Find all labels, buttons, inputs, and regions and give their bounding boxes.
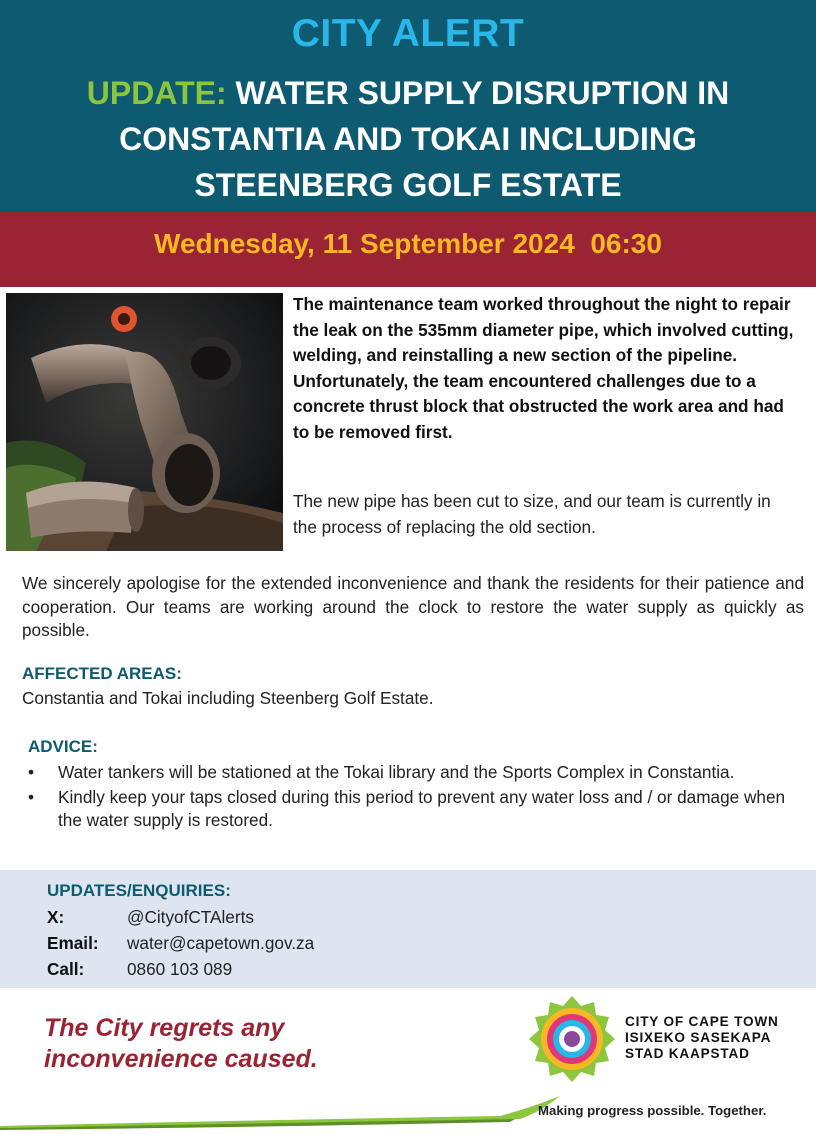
pipe-repair-photo	[6, 293, 283, 551]
update-label: UPDATE:	[86, 75, 227, 111]
contact-email-row	[47, 933, 314, 954]
repair-description: The maintenance team worked throughout the night to repair the leak on the 535mm diameter pipe, which involved cutting, welding, and reinstalling a new section of the pipeline. Unfortunately, the team encountered challenges due to a concrete thrust block that obstructed the work area and had to be removed first.	[293, 294, 794, 442]
bullet-icon: •	[28, 787, 35, 807]
alert-title: CITY ALERT	[291, 12, 525, 55]
advice-item	[22, 786, 802, 832]
bullet-icon: •	[28, 762, 35, 782]
city-name-xhosa: ISIXEKO SASEKAPA	[625, 1030, 772, 1045]
x-label: X:	[47, 907, 65, 927]
x-handle[interactable]: @CityofCTAlerts	[127, 907, 254, 927]
city-name-english: CITY OF CAPE TOWN	[625, 1014, 779, 1029]
phone-number[interactable]: 0860 103 089	[127, 959, 233, 979]
date-line: Wednesday, 11 September 2024 06:30	[154, 228, 662, 259]
headline-text: WATER SUPPLY DISRUPTION IN CONSTANTIA AND TOKAI INCLUDING STEENBERG GOLF ESTATE	[119, 75, 730, 203]
contact-call-row	[47, 959, 232, 980]
advice-item-text: Water tankers will be stationed at the Tokai library and the Sports Complex in Constantia.	[58, 762, 735, 782]
repair-status: The new pipe has been cut to size, and our team is currently in the process of replacing the old section.	[293, 491, 771, 537]
apology-text: We sincerely apologise for the extended inconvenience and thank the residents for their patience and cooperation. Our teams are working around the clock to restore the water supply as quickly as possible.	[22, 573, 804, 640]
alert-header	[0, 0, 816, 212]
advice-item	[22, 761, 802, 784]
city-logo-icon	[528, 995, 616, 1083]
regret-message: The City regrets any inconvenience caused.	[44, 1014, 318, 1073]
contact-x-row	[47, 907, 254, 928]
call-label: Call:	[47, 959, 85, 979]
contact-heading: UPDATES/ENQUIRIES:	[47, 881, 231, 900]
advice-item-text: Kindly keep your taps closed during this period to prevent any water loss and / or damage when the water supply is restored.	[58, 787, 786, 830]
contact-panel	[0, 870, 816, 988]
advice-heading: ADVICE:	[28, 737, 98, 756]
headline	[20, 70, 796, 208]
email-label: Email:	[47, 933, 99, 953]
tagline: Making progress possible. Together.	[538, 1103, 767, 1118]
city-name-afrikaans: STAD KAAPSTAD	[625, 1046, 750, 1061]
affected-areas-heading: AFFECTED AREAS:	[22, 664, 182, 683]
advice-list	[22, 761, 802, 834]
affected-areas-text: Constantia and Tokai including Steenberg Golf Estate.	[22, 688, 434, 708]
date-band	[0, 212, 816, 287]
pipe-photo-illustration	[6, 293, 283, 551]
city-name-block	[625, 1014, 779, 1062]
email-link[interactable]: water@capetown.gov.za	[127, 933, 315, 953]
